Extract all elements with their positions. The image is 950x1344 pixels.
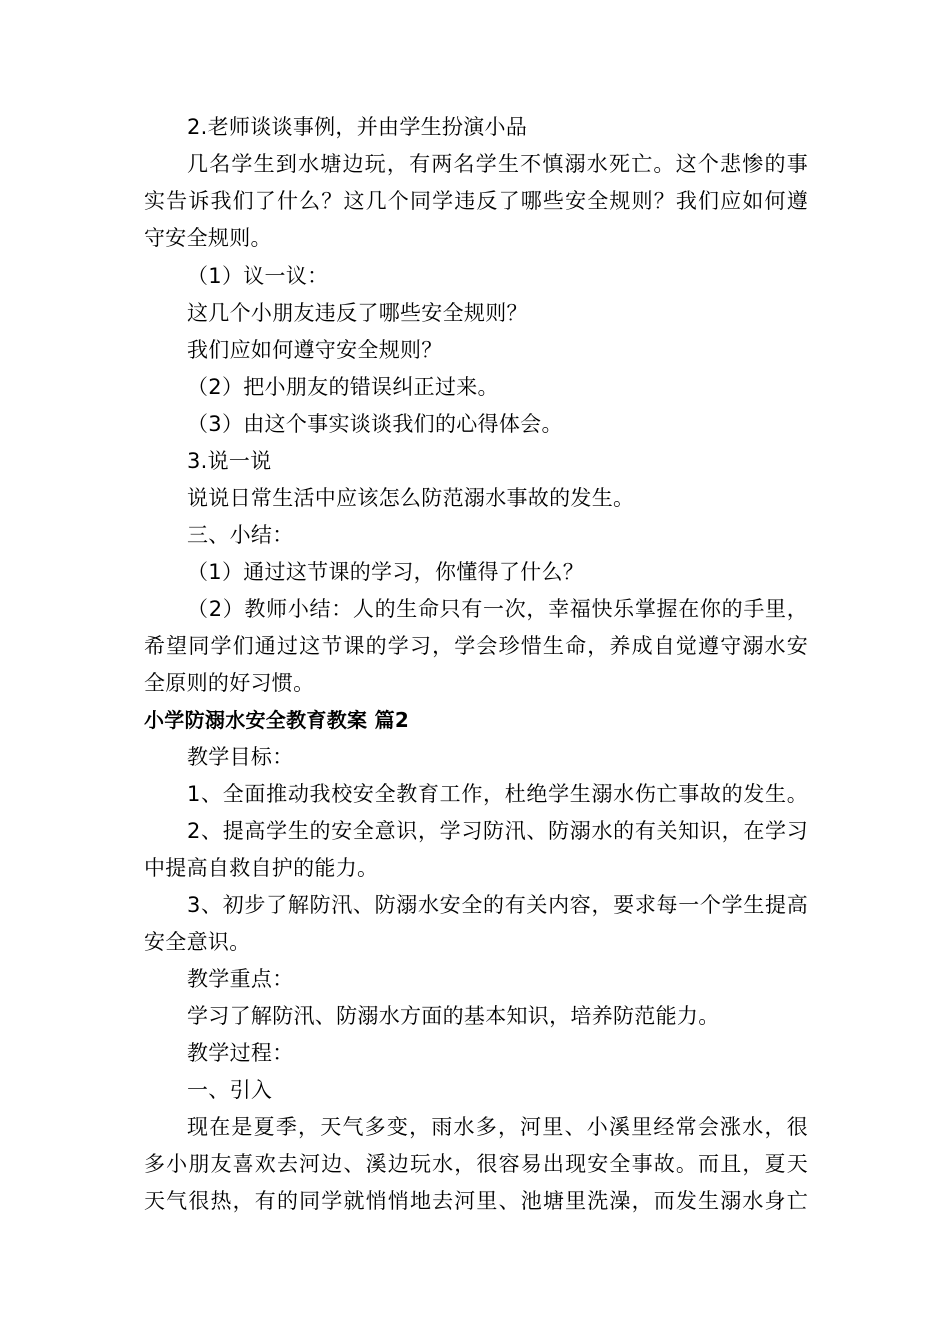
section-step-2: 2.老师谈谈事例，并由学生扮演小品: [187, 115, 528, 139]
paragraph-line: 现在是夏季，天气多变，雨水多，河里、小溪里经常会涨水，很: [187, 1115, 808, 1139]
list-item: 3、初步了解防汛、防溺水安全的有关内容，要求每一个学生提高: [187, 893, 808, 917]
paragraph-line: 天气很热，有的同学就悄悄地去河里、池塘里洗澡，而发生溺水身亡: [144, 1189, 808, 1213]
paragraph-line: 希望同学们通过这节课的学习，学会珍惜生命，养成自觉遵守溺水安: [144, 634, 808, 658]
list-item: 1、全面推动我校安全教育工作，杜绝学生溺水伤亡事故的发生。: [187, 782, 808, 806]
paragraph-line: 实告诉我们了什么？这几个同学违反了哪些安全规则？我们应如何遵: [144, 189, 808, 213]
list-item: （2）把小朋友的错误纠正过来。: [187, 375, 499, 399]
list-item: （1）议一议：: [187, 264, 329, 288]
paragraph-line: 说说日常生活中应该怎么防范溺水事故的发生。: [187, 486, 635, 510]
section-heading: 小学防溺水安全教育教案 篇2: [144, 708, 410, 732]
subheading-process: 教学过程：: [187, 1041, 294, 1065]
list-item: （2）教师小结：人的生命只有一次，幸福快乐掌握在你的手里，: [187, 597, 808, 621]
paragraph-line: 多小朋友喜欢去河边、溪边玩水，很容易出现安全事故。而且，夏天: [144, 1152, 808, 1176]
paragraph-line: 安全意识。: [144, 930, 251, 954]
paragraph-line: 我们应如何遵守安全规则？: [187, 338, 443, 362]
paragraph-line: 这几个小朋友违反了哪些安全规则？: [187, 301, 528, 325]
paragraph-line: 中提高自救自护的能力。: [144, 856, 379, 880]
paragraph-line: 学习了解防汛、防溺水方面的基本知识，培养防范能力。: [187, 1004, 720, 1028]
paragraph-line: 守安全规则。: [144, 226, 272, 250]
section-introduction: 一、引入: [187, 1078, 273, 1102]
subheading-objectives: 教学目标：: [187, 745, 294, 769]
section-summary: 三、小结：: [187, 523, 294, 547]
subheading-key-points: 教学重点：: [187, 967, 294, 991]
list-item: 2、提高学生的安全意识，学习防汛、防溺水的有关知识，在学习: [187, 819, 808, 843]
list-item: （1）通过这节课的学习，你懂得了什么？: [187, 560, 585, 584]
paragraph-line: 全原则的好习惯。: [144, 671, 315, 695]
paragraph-line: 几名学生到水塘边玩，有两名学生不慎溺水死亡。这个悲惨的事: [187, 152, 808, 176]
list-item: （3）由这个事实谈谈我们的心得体会。: [187, 412, 563, 436]
section-step-3: 3.说一说: [187, 449, 272, 473]
